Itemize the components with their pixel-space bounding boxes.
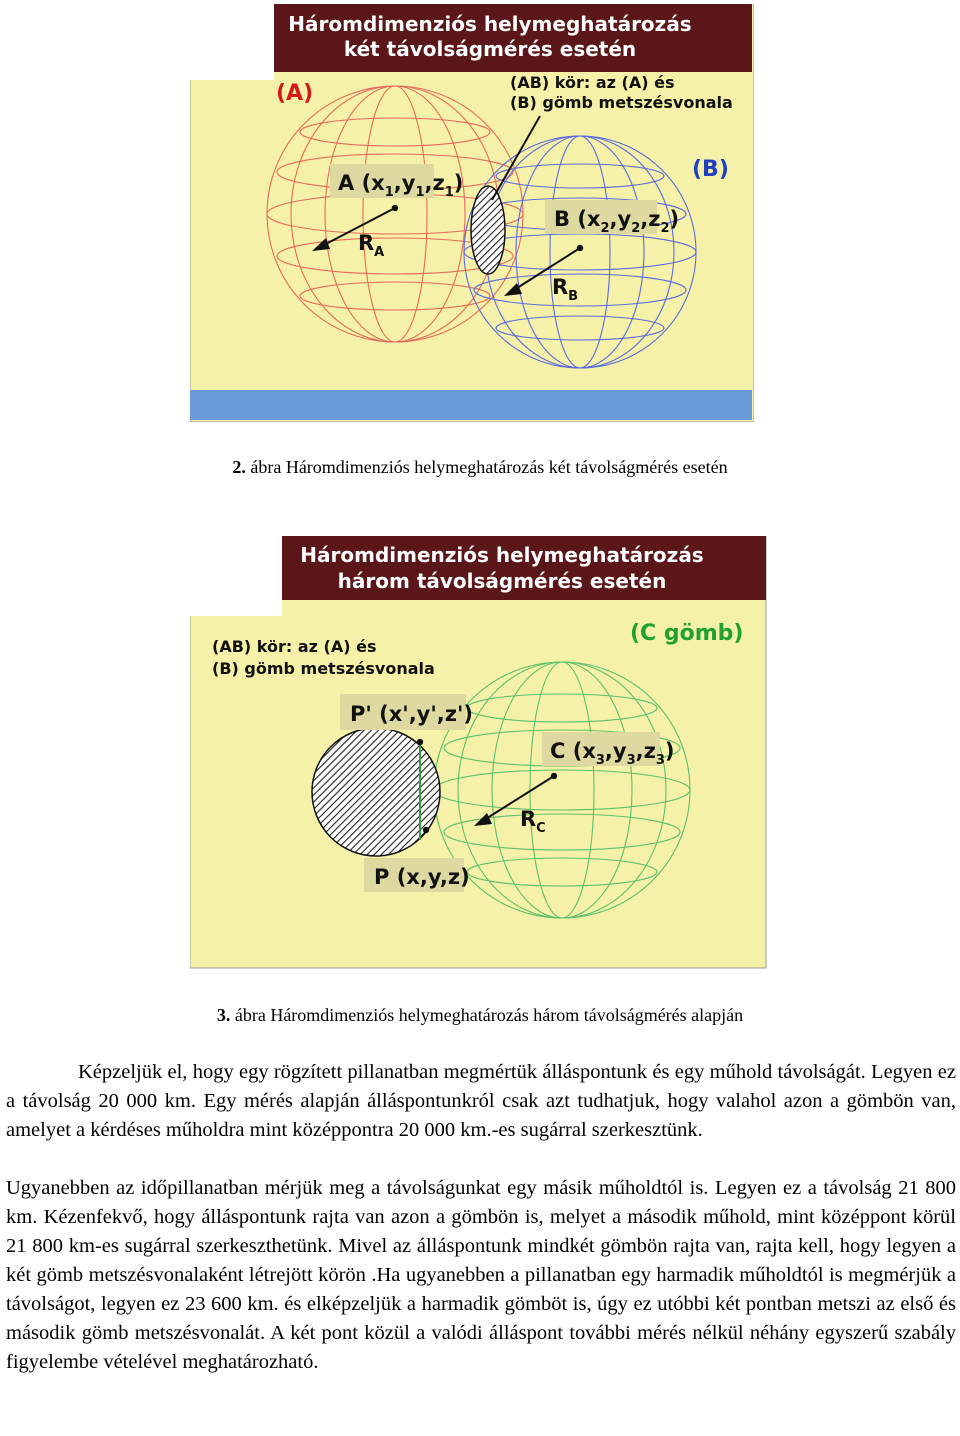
label-c: (C gömb) <box>630 621 744 646</box>
paragraph-2 <box>6 1174 956 1377</box>
point-a-label: A $(x_1,y_1,z_1)$ <box>338 171 464 200</box>
intersection-label-line2: (B) gömb metszésvonala <box>510 93 733 112</box>
intersection-label-line1: (AB) kör: az (A) és <box>510 73 675 92</box>
caption-text: ábra Háromdimenziós helymeghatározás három távolságmérés alapján <box>230 1005 744 1025</box>
figure-3 <box>190 536 768 970</box>
radius-a-label: $R_A$ <box>358 231 385 260</box>
corner-blank <box>190 4 274 80</box>
radius-b-label: $R_B$ <box>552 275 579 304</box>
caption-number: 2. <box>232 457 246 477</box>
figure-title-line1: Háromdimenziós helymeghatározás <box>288 12 692 36</box>
intersection-circle <box>471 186 505 274</box>
figure-2-caption <box>0 456 960 478</box>
caption-text: ábra Háromdimenziós helymeghatározás két távolságmérés esetén <box>245 457 728 477</box>
figure-title-line2: három távolságmérés esetén <box>337 569 667 593</box>
point-p-prime-label: P' (x',y',z') <box>350 702 474 726</box>
intersection-label-line2: (B) gömb metszésvonala <box>212 659 435 678</box>
radius-c-label: $R_C$ <box>520 807 546 836</box>
paragraph-2-text: Ugyanebben az időpillanatban mérjük meg a távolságunkat egy másik műholdtól is. Legyen ez a távolság 21 800 km. Kézenfekvő, hogy álláspontunk rajta van azon a gömbön is, melyet a második műhold, mint középpont körül 21 800 km-es sugárral szerkeszthetünk. Mivel az álláspontunk mindkét gömbön rajta van, rajta kell, hogy legyen a két gömb metszésvonalaként létrejött körön .Ha ugyanebben a pillanatban egy harmadik műholdtól is megmérjük a távolságot, legyen ez 23 600 km. és elképzeljük a harmadik gömböt is, úgy ez utóbbi két pontban metszi az első és második gömb metszésvonalát. A két pont közül a valódi álláspont további mérés nélkül néhány egyszerű szabály figyelembe vételével meghatározható. <box>6 1177 956 1373</box>
figure-title-line1: Háromdimenziós helymeghatározás <box>300 543 704 567</box>
corner-blank <box>190 536 282 616</box>
caption-number: 3. <box>216 1005 231 1025</box>
bottom-band <box>190 390 752 420</box>
point-b-label: B $(x_2,y_2,z_2)$ <box>554 207 680 236</box>
label-b: (B) <box>692 157 729 182</box>
paragraph-1-text: Képzeljük el, hogy egy rögzített pillanatban megmértük álláspontunk és egy műhold távolságát. Legyen ez a távolság 20 000 km. Egy mérés alapján álláspontunkról csak azt tudhatjuk, hogy valahol azon a gömbön van, amelyet a kérdéses műholdra mint középpontra 20 000 km.-es sugárral szerkesztünk. <box>6 1061 956 1141</box>
paragraph-1 <box>6 1058 956 1145</box>
figure-title-line2: két távolságmérés esetén <box>343 37 637 61</box>
point-p-label: P (x,y,z) <box>374 865 470 889</box>
intersection-label-line1: (AB) kör: az (A) és <box>212 637 377 656</box>
point-p-dot <box>423 827 429 833</box>
label-a: (A) <box>276 81 314 106</box>
point-p-prime-dot <box>417 739 423 745</box>
point-c-label: C $(x_3,y_3,z_3)$ <box>550 739 675 768</box>
figure-2 <box>190 4 754 422</box>
figure-3-caption <box>0 1004 960 1026</box>
